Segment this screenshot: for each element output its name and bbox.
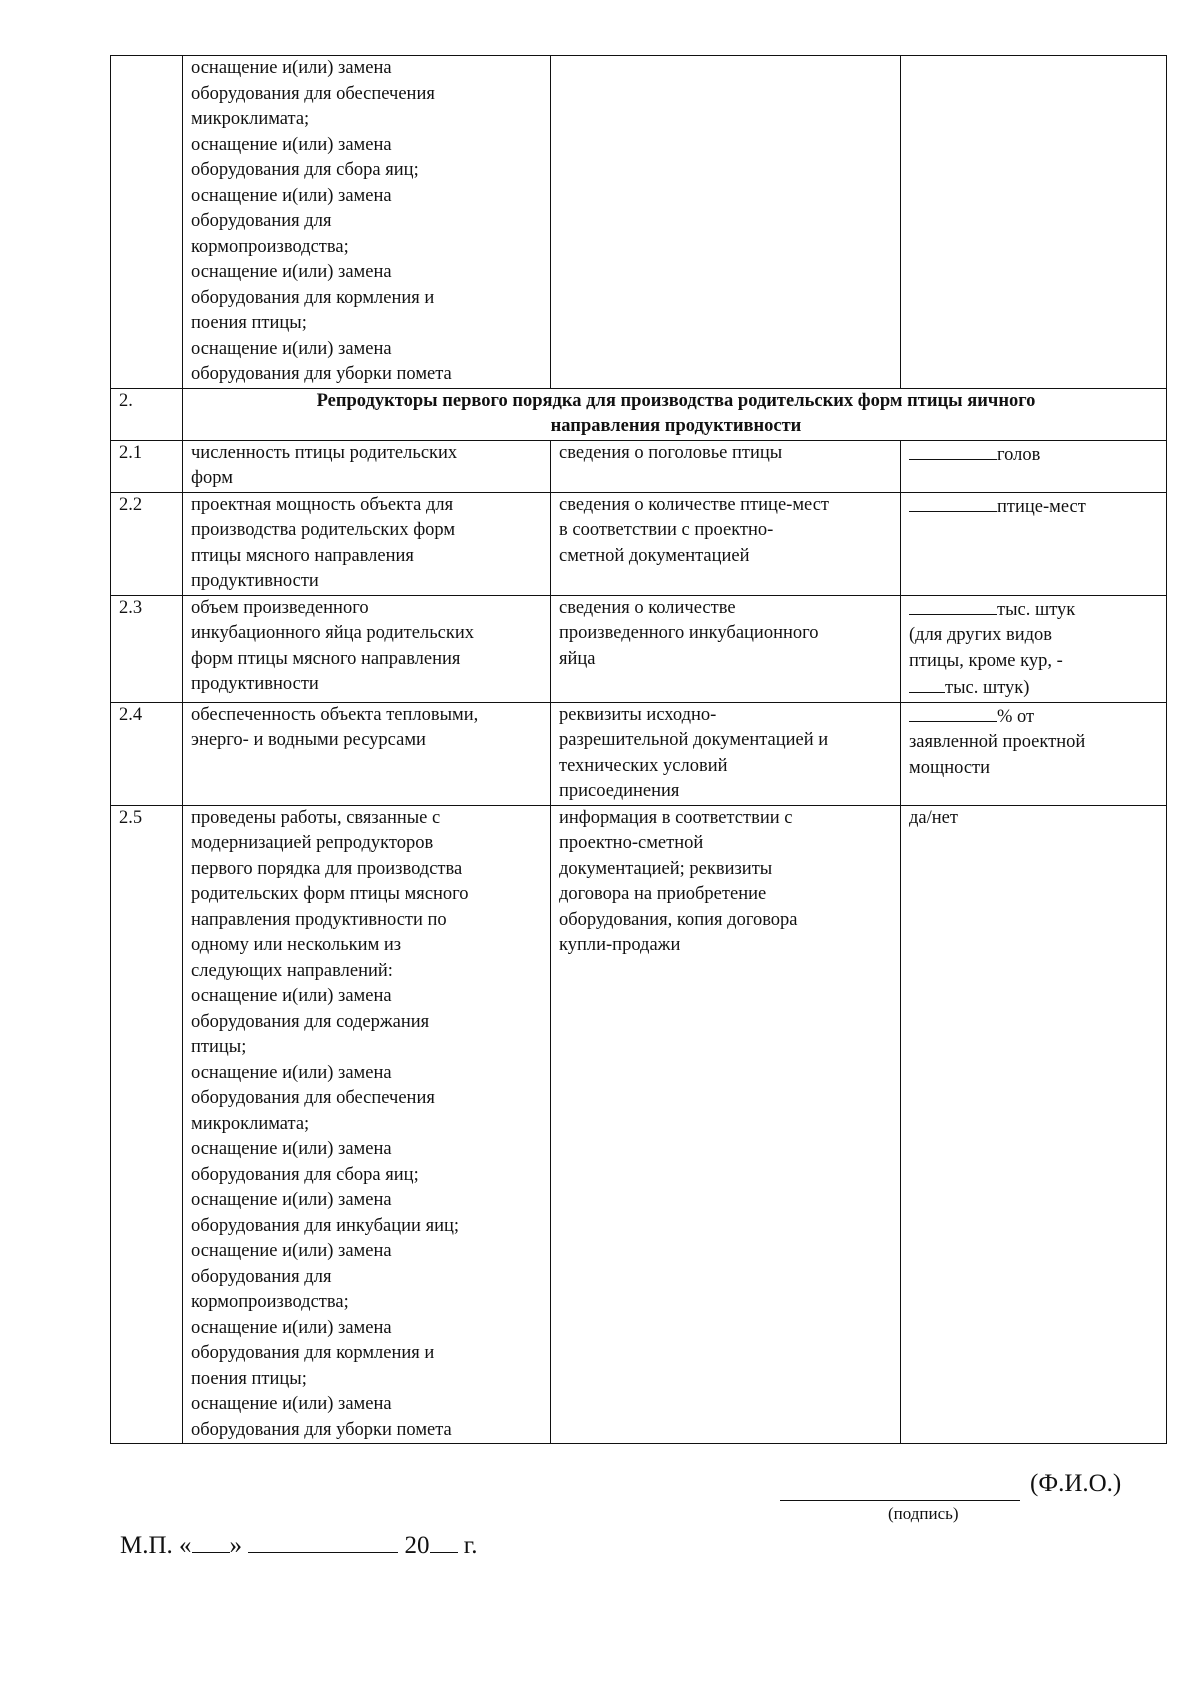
fill-blank[interactable] — [909, 596, 997, 615]
criterion-line: кормопроизводства; — [191, 1292, 349, 1312]
value-cell — [901, 702, 1167, 805]
criterion-cell — [183, 56, 551, 389]
document-line: разрешительной документацией и — [559, 730, 829, 750]
value-line: заявленной проектной — [909, 732, 1086, 752]
criterion-line: микроклимата; — [191, 109, 310, 129]
criterion-line: проектная мощность объекта для — [191, 494, 454, 515]
row-number: 2.1 — [111, 440, 183, 492]
criterion-line: оборудования для инкубации яиц; — [191, 1215, 460, 1236]
value-line: птицы, кроме кур, - — [909, 650, 1063, 671]
document-line: проектно-сметной — [559, 833, 704, 853]
criterion-line: форм птицы мясного направления — [191, 648, 461, 669]
criterion-line: оборудования для сбора яиц; — [191, 1164, 419, 1185]
yes-no-value: да/нет — [909, 807, 958, 828]
document-line: сведения о поголовье птицы — [559, 442, 783, 463]
fill-blank[interactable] — [909, 441, 997, 460]
criterion-line: оснащение и(или) замена — [191, 1190, 392, 1210]
table-row — [111, 702, 1167, 805]
criterion-cell — [183, 440, 551, 492]
month-blank[interactable] — [248, 1532, 398, 1553]
criterion-line: родительских форм птицы мясного — [191, 884, 469, 904]
signature-line[interactable] — [780, 1500, 1020, 1501]
criteria-table — [110, 55, 1167, 1444]
row-number: 2.5 — [111, 805, 183, 1444]
criterion-line: оснащение и(или) замена — [191, 58, 392, 78]
value-cell — [901, 56, 1167, 389]
document-cell — [551, 805, 901, 1444]
value-line: (для других видов — [909, 625, 1053, 645]
criterion-line: поения птицы; — [191, 313, 307, 333]
criterion-line: оборудования для обеспечения — [191, 83, 435, 104]
criterion-line: оснащение и(или) замена — [191, 1139, 392, 1159]
document-cell — [551, 492, 901, 595]
unit-label: голов — [997, 444, 1041, 465]
criterion-line: одному или нескольким из — [191, 935, 402, 955]
criterion-line: оснащение и(или) замена — [191, 338, 392, 359]
criterion-line: поения птицы; — [191, 1368, 307, 1389]
criterion-line: объем произведенного — [191, 597, 369, 618]
document-cell — [551, 440, 901, 492]
document-line: информация в соответствии с — [559, 807, 793, 828]
unit-label: % от — [997, 706, 1035, 727]
criterion-cell — [183, 492, 551, 595]
unit-label: тыс. штук — [997, 599, 1076, 620]
criterion-line: первого порядка для производства — [191, 858, 463, 879]
table-row — [111, 805, 1167, 1444]
criterion-line: инкубационного яйца родительских — [191, 623, 475, 643]
criterion-line: оборудования для уборки помета — [191, 364, 452, 384]
table-row — [111, 492, 1167, 595]
criterion-line: энерго- и водными ресурсами — [191, 730, 426, 750]
document-line: сведения о количестве — [559, 597, 736, 618]
criterion-line: направления продуктивности по — [191, 909, 447, 930]
document-line: сведения о количестве птице-мест — [559, 494, 829, 515]
value-line — [909, 596, 1161, 624]
criterion-line: оснащение и(или) замена — [191, 134, 392, 155]
value-cell — [901, 595, 1167, 702]
criterion-line: производства родительских форм — [191, 520, 456, 540]
document-line: в соответствии с проектно- — [559, 520, 774, 540]
criterion-line: оснащение и(или) замена — [191, 1317, 392, 1338]
section-title — [183, 388, 1167, 440]
fill-blank[interactable] — [909, 493, 997, 512]
criterion-cell — [183, 595, 551, 702]
document-line: купли-продажи — [559, 935, 681, 955]
document-cell — [551, 595, 901, 702]
value-cell — [901, 805, 1167, 1444]
criterion-line: обеспеченность объекта тепловыми, — [191, 704, 479, 725]
year-blank[interactable] — [430, 1532, 458, 1553]
section-number: 2. — [111, 388, 183, 440]
criterion-line: оснащение и(или) замена — [191, 1394, 392, 1414]
criterion-line: модернизацией репродукторов — [191, 833, 434, 853]
criterion-line: микроклимата; — [191, 1113, 310, 1134]
document-line: реквизиты исходно- — [559, 704, 717, 725]
signature-block — [780, 1462, 1180, 1532]
section-header-row — [111, 388, 1167, 440]
criterion-line: оснащение и(или) замена — [191, 1241, 392, 1261]
criterion-line: оборудования для — [191, 1266, 332, 1287]
document-cell — [551, 56, 901, 389]
table-row — [111, 440, 1167, 492]
row-number: 2.2 — [111, 492, 183, 595]
unit-label: тыс. штук) — [945, 678, 1030, 698]
criterion-line: оборудования для уборки помета — [191, 1419, 452, 1440]
day-blank[interactable] — [192, 1532, 230, 1553]
criterion-line: оборудования для кормления и — [191, 1343, 435, 1363]
criterion-cell — [183, 702, 551, 805]
row-number: 2.3 — [111, 595, 183, 702]
criterion-line: продуктивности — [191, 571, 319, 591]
table-row — [111, 595, 1167, 702]
criterion-line: продуктивности — [191, 674, 319, 694]
value-line: мощности — [909, 757, 991, 778]
unit-label: птице-мест — [997, 496, 1086, 517]
document-line: яйца — [559, 648, 596, 669]
criterion-line: следующих направлений: — [191, 960, 393, 981]
table-row-continuation — [111, 56, 1167, 389]
criterion-line: форм — [191, 468, 233, 488]
criterion-line: оборудования для — [191, 211, 332, 231]
year-suffix: г. — [457, 1532, 478, 1559]
criterion-line: проведены работы, связанные с — [191, 807, 441, 828]
document-line: документацией; реквизиты — [559, 858, 773, 879]
signature-caption: (подпись) — [888, 1504, 959, 1523]
year-prefix: 20 — [404, 1532, 430, 1559]
number-cell — [111, 56, 183, 389]
value-line — [909, 703, 1161, 731]
criterion-line: птицы; — [191, 1037, 247, 1057]
criterion-line: птицы мясного направления — [191, 545, 414, 566]
criterion-line: оборудования для кормления и — [191, 287, 435, 308]
document-line: произведенного инкубационного — [559, 623, 819, 643]
value-cell — [901, 440, 1167, 492]
fio-label: (Ф.И.О.) — [1030, 1470, 1122, 1497]
fill-blank[interactable] — [909, 703, 997, 722]
document-cell — [551, 702, 901, 805]
document-line: договора на приобретение — [559, 884, 767, 904]
fill-blank[interactable] — [909, 674, 945, 693]
criterion-line: оснащение и(или) замена — [191, 1062, 392, 1083]
value-cell — [901, 492, 1167, 595]
document-line: оборудования, копия договора — [559, 909, 798, 930]
value-line — [909, 441, 1161, 469]
mp-label: М.П. « — [120, 1532, 192, 1559]
criterion-line: оснащение и(или) замена — [191, 262, 392, 282]
criterion-line: оснащение и(или) замена — [191, 986, 392, 1006]
quote-close: » — [229, 1532, 243, 1559]
criterion-line: оснащение и(или) замена — [191, 185, 392, 206]
document-line: технических условий — [559, 755, 728, 776]
stamp-date-line — [120, 1532, 477, 1560]
document-line: сметной документацией — [559, 545, 750, 566]
value-line — [909, 674, 1161, 702]
criterion-cell — [183, 805, 551, 1444]
criterion-line: оборудования для сбора яиц; — [191, 160, 419, 180]
criterion-line: оборудования для обеспечения — [191, 1088, 435, 1108]
criterion-line: кормопроизводства; — [191, 236, 349, 257]
document-line: присоединения — [559, 781, 680, 801]
section-title-line: направления продуктивности — [550, 416, 802, 436]
section-title-line: Репродукторы первого порядка для производства родительских форм птицы яичного — [316, 390, 1036, 411]
value-line — [909, 493, 1161, 521]
criterion-line: численность птицы родительских — [191, 442, 458, 463]
row-number: 2.4 — [111, 702, 183, 805]
criterion-line: оборудования для содержания — [191, 1011, 430, 1032]
